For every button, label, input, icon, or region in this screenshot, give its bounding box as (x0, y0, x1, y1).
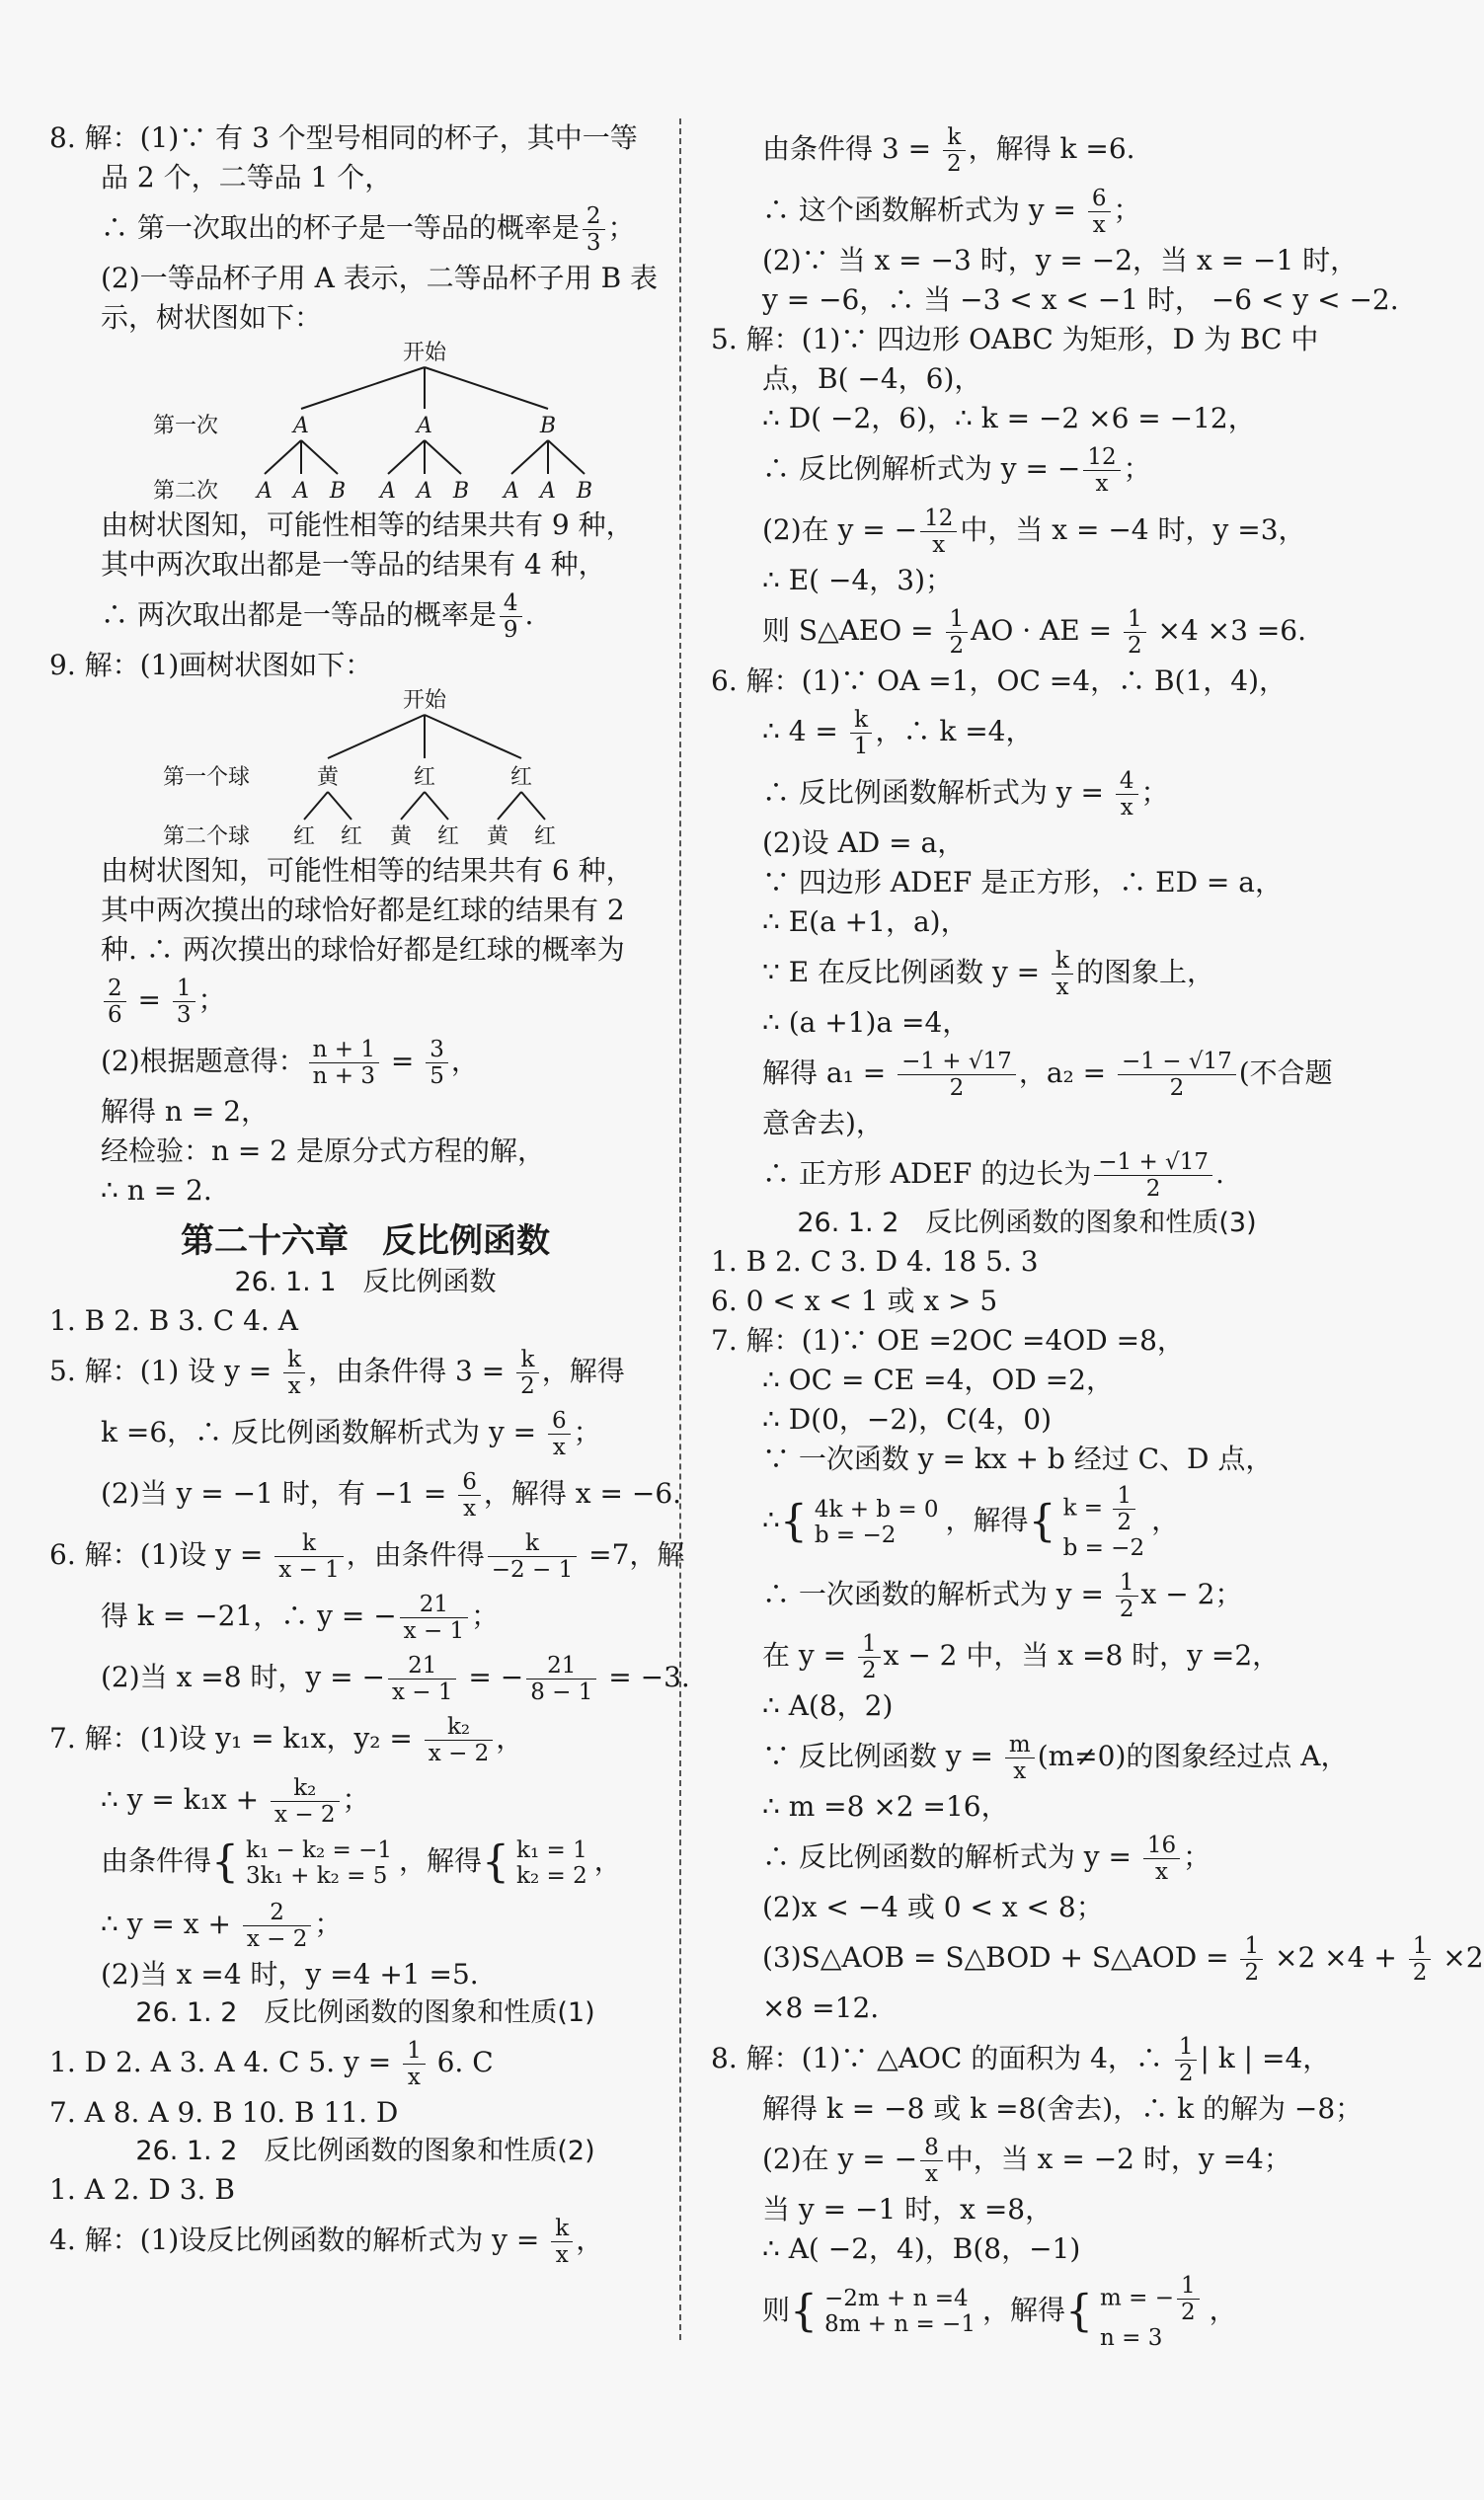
fraction: $\frac{n + 1}{n + 3}$ (309, 1037, 379, 1089)
q8-prob-line: ∴ 第一次取出的杯子是一等品的概率是 $\frac{2}{3}$ ； (101, 203, 636, 256)
tree-leaf: B (576, 479, 593, 504)
fraction: $\frac{\text{k₂}}{x - 2}$ (425, 1714, 494, 1766)
q7-line: ∴ 一次函数的解析式为 y = $\frac{1}{2}$ x − 2； (762, 1569, 1243, 1622)
q4-line: 4. 解：(1)设反比例函数的解析式为 y = $\frac{k}{x}$ ， (49, 2215, 604, 2268)
tree-diagram-2 (49, 685, 681, 851)
tree-leaf: A (504, 479, 519, 504)
q6-line: 解得 a₁ = $\frac{-1 + √17}{2}$ ，a₂ = $\frac{-1 - √17}{2}$ (不合题 (762, 1049, 1333, 1101)
tree-row-label: 第一个球 (163, 765, 251, 790)
fraction: $\frac{1}{2}$ (1177, 2273, 1200, 2325)
answer-line: 7. A 8. A 9. B 10. B 11. D (49, 2095, 399, 2129)
fraction: $\frac{k}{x}$ (551, 2216, 573, 2268)
tree-node: 红 (413, 765, 436, 790)
q4-line: 由条件得 3 = $\frac{k}{2}$ ，解得 k =6. (762, 124, 1135, 177)
q9-line: 解得 n = 2， (101, 1095, 270, 1128)
fraction: $\frac{k}{x}$ (283, 1347, 305, 1399)
fraction: $\frac{1}{2}$ (1175, 2034, 1198, 2086)
tree-row-label: 第一次 (153, 414, 219, 438)
q7-system-line: ∴{ 4k + b = 0 b = −2 ，解得{ k = $\frac{1}{2}$ b = −2 ， (762, 1483, 1180, 1561)
fraction: $\frac{21}{8 - 1}$ (526, 1653, 596, 1705)
q6-line: ∴ E(a +1，a)， (762, 905, 969, 938)
q5-line: (2)在 y = − $\frac{12}{x}$ 中，当 x = −4 时，y =3， (762, 506, 1306, 558)
q5-line: k =6，∴ 反比例函数解析式为 y = $\frac{6}{x}$ ； (101, 1408, 601, 1460)
q9-line: $\frac{2}{6}$ = $\frac{1}{3}$ ； (49, 970, 681, 1031)
q5-line: ∴ E( −4，3)； (762, 564, 953, 596)
fraction: $\frac{1}{2}$ (1409, 1933, 1432, 1986)
q8-line: ∴ A( −2，4)，B(8，−1) (762, 2231, 1081, 2265)
fraction: $\frac{k}{2}$ (516, 1347, 539, 1399)
tree-leaf: 黄 (389, 824, 413, 849)
q6-line: 得 k = −21，∴ y = − $\frac{21}{x - 1}$ ； (101, 1592, 500, 1644)
fraction: $\frac{1}{2}$ (1113, 1483, 1135, 1535)
section-title: 26. 1. 2 反比例函数的图象和性质(3) (797, 1208, 1257, 1238)
fraction: $\frac{\text{k₂}}{x - 2}$ (271, 1775, 340, 1828)
q4-line: (2)∵ 当 x = −3 时，y = −2，当 x = −1 时， (762, 244, 1359, 276)
tree-leaf: A (257, 479, 273, 504)
tree-leaf: B (452, 479, 470, 504)
q6-line: 6. 解：(1)设 y = $\frac{k}{x - 1}$ ，由条件得 $\frac{k}{-2 - 1}$ =7，解 (49, 1530, 685, 1583)
q5-line: ∴ 反比例解析式为 y = − $\frac{12}{x}$ ； (762, 444, 1151, 497)
q8-line: 由树状图知，可能性相等的结果共有 9 种， (101, 508, 634, 541)
chapter-title: 第二十六章 反比例函数 (181, 1221, 550, 1261)
fraction: $\frac{12}{x}$ (1083, 444, 1120, 497)
tree-leaf: B (329, 479, 347, 504)
fraction: $\frac{21}{x - 1}$ (388, 1653, 457, 1705)
fraction: $\frac{1}{x}$ (403, 2038, 426, 2090)
fraction: $\frac{-1 + √17}{2}$ (1094, 1149, 1212, 1202)
fraction: $\frac{2}{x - 2}$ (243, 1900, 312, 1952)
fraction: $\frac{k}{x}$ (1052, 948, 1073, 1000)
fraction: $\frac{6}{x}$ (548, 1408, 571, 1460)
equation-system: k₁ = 1 k₂ = 2 (516, 1836, 587, 1889)
tree-leaf: A (540, 479, 556, 504)
tree-row-label: 第二次 (153, 479, 219, 504)
fraction: $\frac{m}{x}$ (1005, 1732, 1035, 1784)
q8-system-line: 则{ −2m + n =4 8m + n = −1 ，解得{ m = − $\frac{1}{2}$ n = 3 ， (762, 2272, 1237, 2351)
q7-line: ∴ m =8 ×2 =16， (762, 1789, 1009, 1823)
section-title: 26. 1. 2 反比例函数的图象和性质(1) (135, 1996, 595, 2028)
fraction: $\frac{k}{2}$ (943, 124, 966, 177)
q8-line: 解得 k = −8 或 k =8(舍去)，∴ k 的解为 −8； (762, 2091, 1364, 2125)
q7-line: ∴ OC = CE =4，OD =2， (762, 1364, 1114, 1396)
tree-leaf: A (293, 479, 309, 504)
answer-line: 1. B 2. B 3. C 4. A (49, 1304, 298, 1337)
fraction: $\frac{6}{x}$ (1088, 186, 1111, 238)
q5-line: 5. 解：(1)∵ 四边形 OABC 为矩形，D 为 BC 中 (711, 323, 1319, 355)
q9-line: 9. 解：(1)画树状图如下： (49, 649, 373, 681)
tree-leaf: 红 (340, 824, 363, 849)
answer-line: 1. B 2. C 3. D 4. 18 5. 3 (711, 1245, 1039, 1278)
q7-line: 7. 解：(1)∵ OE =2OC =4OD =8， (711, 1324, 1185, 1357)
q7-line: (3)S△AOB = S△BOD + S△AOD = $\frac{1}{2}$ ×2 ×4 + $\frac{1}{2}$ ×2 (762, 1932, 1484, 1986)
equation-system: −2m + n =4 8m + n = −1 (824, 2286, 976, 2337)
fraction: $\frac{6}{x}$ (458, 1469, 481, 1522)
q7-line: ∴ y = x + $\frac{2}{x - 2}$ ； (101, 1899, 343, 1952)
q8-prob-line: ∴ 两次取出都是一等品的概率是 $\frac{4}{9}$ . (101, 590, 534, 643)
fraction: $\frac{-1 - √17}{2}$ (1118, 1049, 1236, 1101)
section-title: 26. 1. 1 反比例函数 (234, 1267, 497, 1297)
tree-leaf: 黄 (486, 824, 509, 849)
q7-line: (2)x < −4 或 0 < x < 8； (762, 1890, 1104, 1923)
q6-line: ∴ 4 = $\frac{k}{1}$ ，∴ k =4， (762, 707, 1034, 759)
section-title: 26. 1. 2 反比例函数的图象和性质(2) (135, 2135, 595, 2166)
q9-line: (2)根据题意得： $\frac{n + 1}{n + 3}$ = $\frac{3}{5}$ ， (101, 1037, 479, 1089)
q7-line: ∴ y = k₁x + $\frac{\text{k₂}}{x - 2}$ ； (101, 1775, 370, 1828)
fraction: $\frac{k}{-2 - 1}$ (488, 1530, 577, 1583)
q6-line: (2)当 x =8 时，y = − $\frac{21}{x - 1}$ = − $\frac{21}{8 - 1}$ = −3. (101, 1653, 690, 1705)
q5-line: 则 S△AEO = $\frac{1}{2}$ AO · AE = $\frac{1}{2}$ ×4 ×3 =6. (762, 606, 1307, 659)
q6-line: ∵ E 在反比例函数 y = $\frac{k}{x}$ 的图象上， (762, 948, 1214, 1000)
q7-line: 7. 解：(1)设 y₁ = k₁x，y₂ = $\frac{\text{k₂}}{x - 2}$ ， (49, 1714, 524, 1766)
q5-line: 5. 解：(1) 设 y = $\frac{k}{x}$ ，由条件得 3 = $\frac{k}{2}$ ，解得 (49, 1347, 625, 1399)
q9-line: 其中两次摸出的球恰好都是红球的结果有 2 (101, 894, 625, 926)
tree-node: B (539, 414, 557, 438)
q9-line: 种. ∴ 两次摸出的球恰好都是红球的概率为 (101, 933, 625, 966)
fraction: $\frac{2}{3}$ (583, 203, 605, 256)
q7-line: ∴ A(8，2) (762, 1688, 894, 1722)
q6-line: ∵ 四边形 ADEF 是正方形，∴ ED = a， (762, 866, 1283, 898)
left-column (49, 118, 690, 2271)
tree-root: 开始 (402, 688, 447, 713)
fraction: $\frac{-1 + √17}{2}$ (898, 1049, 1016, 1101)
q9-line: ∴ n = 2. (101, 1174, 212, 1207)
fraction: $\frac{1}{2}$ (1116, 1570, 1138, 1622)
q6-line: 意舍去)， (762, 1107, 884, 1139)
q6-line: (2)设 AD = a， (762, 826, 966, 859)
q7-line: ×8 =12. (762, 1991, 880, 2024)
fraction: $\frac{1}{3}$ (173, 976, 195, 1028)
q8-line: 品 2 个，二等品 1 个， (101, 161, 393, 194)
q9-line: 由树状图知，可能性相等的结果共有 6 种， (101, 854, 634, 887)
q7-line: ∵ 反比例函数 y = $\frac{m}{x}$ (m≠0)的图象经过点 A， (762, 1731, 1349, 1784)
q7-line: ∵ 一次函数 y = kx + b 经过 C、D 点， (762, 1443, 1274, 1475)
q7-line: ∴ D(0，−2)，C(4，0) (762, 1403, 1053, 1436)
q4-line: y = −6，∴ 当 −3 < x < −1 时， −6 < y < −2. (762, 283, 1399, 316)
answer-line: 6. 0 < x < 1 或 x > 5 (711, 1285, 998, 1317)
q8-line: 示，树状图如下： (101, 301, 323, 334)
answer-line: 1. D 2. A 3. A 4. C 5. y = $\frac{1}{x}$ 6. C (49, 2037, 494, 2090)
tree-node: 红 (509, 765, 533, 790)
tree-leaf: A (417, 479, 432, 504)
fraction: $\frac{12}{x}$ (920, 506, 957, 558)
tree-node: A (417, 414, 432, 438)
q7-line: 在 y = $\frac{1}{2}$ x − 2 中，当 x =8 时，y =2， (762, 1630, 1281, 1683)
fraction: $\frac{1}{2}$ (1240, 1933, 1263, 1986)
q5-line: (2)当 y = −1 时，有 −1 = $\frac{6}{x}$ ，解得 x = −6. (101, 1469, 682, 1522)
right-column (711, 118, 1484, 2353)
fraction: $\frac{2}{6}$ (104, 976, 126, 1028)
tree-leaf: 红 (533, 824, 557, 849)
q8-line: (2)一等品杯子用 A 表示，二等品杯子用 B 表 (101, 262, 659, 294)
q5-line: ∴ D( −2，6)，∴ k = −2 ×6 = −12， (762, 402, 1256, 434)
tree-node: 黄 (316, 765, 340, 790)
q8-line: 8. 解：(1)∵ 有 3 个型号相同的杯子，其中一等 (49, 121, 638, 154)
fraction: $\frac{k}{1}$ (850, 707, 873, 759)
tree-row-label: 第二个球 (163, 824, 251, 849)
equation-system: 4k + b = 0 b = −2 (814, 1496, 939, 1548)
tree-leaf: A (380, 479, 396, 504)
q6-line: ∴ (a +1)a =4， (762, 1006, 971, 1039)
equation-system: k₁ − k₂ = −1 3k₁ + k₂ = 5 (246, 1836, 393, 1889)
q8-line: 8. 解：(1)∵ △AOC 的面积为 4，∴ $\frac{1}{2}$ | k | =4， (711, 2033, 1331, 2086)
fraction: $\frac{8}{x}$ (920, 2135, 943, 2187)
fraction: $\frac{1}{2}$ (1124, 606, 1146, 659)
q6-line: ∴ 反比例函数解析式为 y = $\frac{4}{x}$ ； (762, 768, 1169, 820)
tree-diagram-1 (49, 338, 681, 506)
q7-line: ∴ 反比例函数的解析式为 y = $\frac{16}{x}$ ； (762, 1832, 1211, 1885)
q8-line: 其中两次取出都是一等品的结果有 4 种， (101, 548, 606, 581)
fraction: $\frac{k}{x - 1}$ (274, 1530, 344, 1583)
q6-line: 6. 解：(1)∵ OA =1，OC =4，∴ B(1，4)， (711, 664, 1288, 697)
q8-line: 当 y = −1 时，x =8， (762, 2192, 1054, 2226)
q7-system-line: 由条件得{ k₁ − k₂ = −1 3k₁ + k₂ = 5 ，解得{ k₁ = 1 k₂ = 2 ， (101, 1836, 622, 1889)
fraction: $\frac{4}{9}$ (500, 590, 522, 643)
fraction: $\frac{16}{x}$ (1143, 1833, 1180, 1885)
q8-line: (2)在 y = − $\frac{8}{x}$ 中，当 x = −2 时，y =4； (762, 2134, 1291, 2187)
q9-line: 经检验：n = 2 是原分式方程的解， (101, 1134, 546, 1167)
tree-leaf: 红 (292, 824, 316, 849)
q6-line: ∴ 正方形 ADEF 的边长为 $\frac{-1 + √17}{2}$ . (762, 1149, 1224, 1202)
fraction: $\frac{4}{x}$ (1116, 768, 1138, 820)
q4-line: ∴ 这个函数解析式为 y = $\frac{6}{x}$ ； (762, 186, 1141, 238)
q5-line: 点，B( −4，6)， (762, 362, 982, 395)
equation-system: m = − $\frac{1}{2}$ n = 3 (1096, 2273, 1207, 2351)
fraction: $\frac{1}{2}$ (946, 606, 969, 659)
tree-root: 开始 (402, 341, 447, 365)
q7-line: (2)当 x =4 时，y =4 +1 =5. (101, 1957, 479, 1991)
equation-system: k = $\frac{1}{2}$ b = −2 (1062, 1483, 1145, 1561)
tree-node: A (293, 414, 309, 438)
tree-leaf: 红 (436, 824, 460, 849)
fraction: $\frac{3}{5}$ (426, 1037, 448, 1089)
answer-line: 1. A 2. D 3. B (49, 2172, 235, 2206)
fraction: $\frac{21}{x - 1}$ (400, 1592, 469, 1644)
fraction: $\frac{1}{2}$ (858, 1631, 881, 1683)
